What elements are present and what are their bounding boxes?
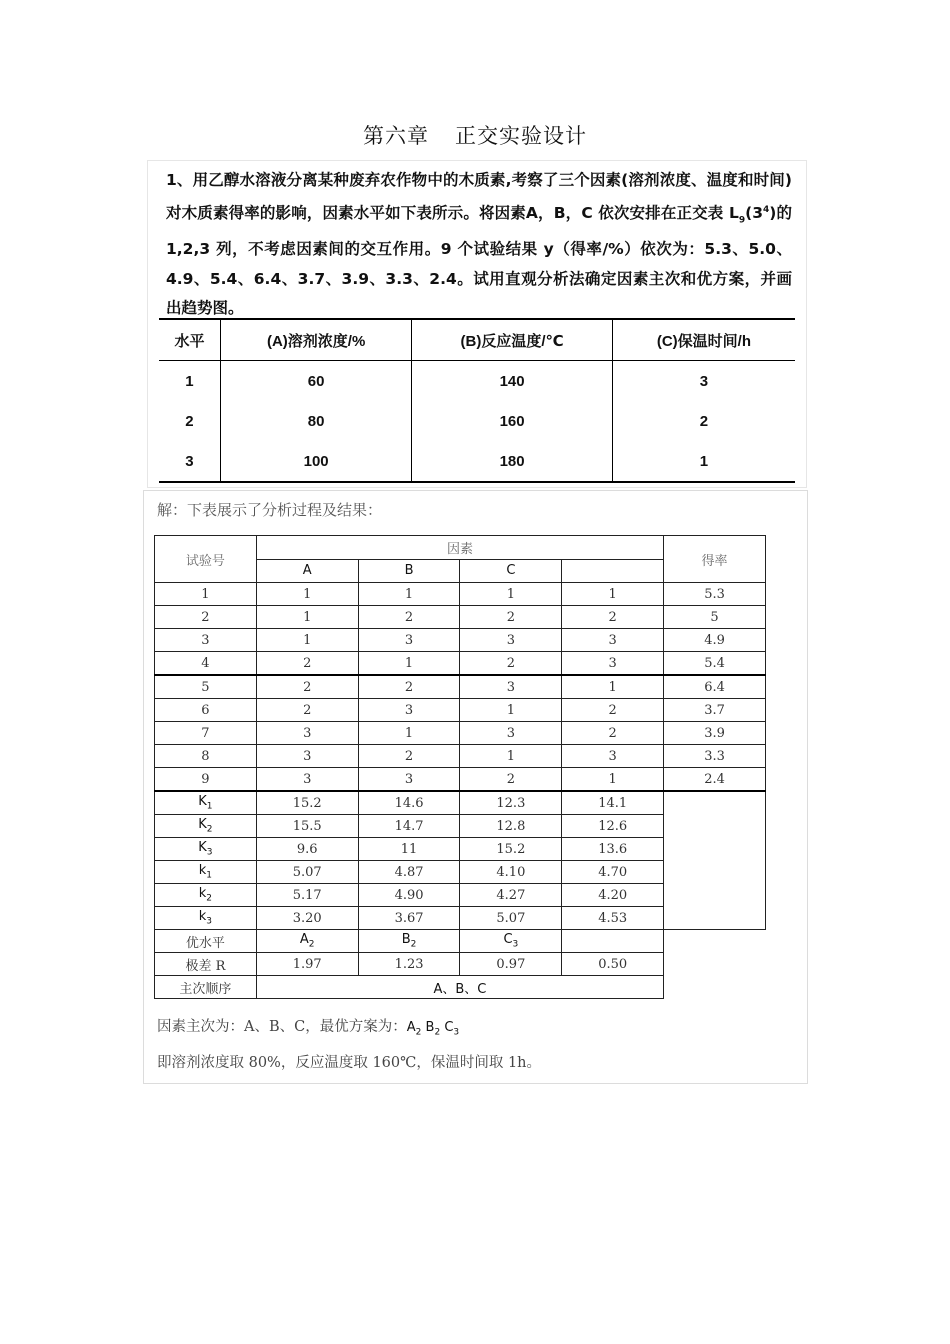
analysis-table bbox=[154, 535, 766, 999]
stat-cell: 15.5 bbox=[256, 815, 358, 838]
stat-cell: 14.6 bbox=[358, 791, 460, 815]
yield-cell: 3.9 bbox=[664, 722, 766, 745]
optimal-level-cell: $A_2$ bbox=[256, 930, 358, 953]
conclusion-factors: 因素主次为：A、B、C，最优方案为：$A_2$ $B_2$ $C_3$ bbox=[157, 1019, 460, 1038]
stat-cell: 13.6 bbox=[562, 838, 664, 861]
range-cell: 0.97 bbox=[460, 953, 562, 976]
analysis-header-row bbox=[155, 536, 766, 560]
trial-number-cell: 6 bbox=[155, 699, 257, 722]
level-cell: 2 bbox=[562, 722, 664, 745]
level-cell: 3 bbox=[256, 745, 358, 768]
yield-cell: 3.3 bbox=[664, 745, 766, 768]
level-cell: 1 bbox=[256, 606, 358, 629]
stat-cell: 15.2 bbox=[256, 791, 358, 815]
page-title bbox=[0, 120, 950, 150]
factor-col-header: C bbox=[460, 559, 562, 583]
level-cell: 1 bbox=[562, 768, 664, 792]
yield-cell: 5 bbox=[664, 606, 766, 629]
level-cell: 1 bbox=[358, 652, 460, 676]
level-cell: 1 bbox=[256, 583, 358, 606]
optimal-level-cell: $B_2$ bbox=[358, 930, 460, 953]
level-cell: 3 bbox=[562, 745, 664, 768]
stat-cell: 12.8 bbox=[460, 815, 562, 838]
level-cell: 3 bbox=[256, 722, 358, 745]
order-row bbox=[155, 976, 766, 999]
stat-cell: 4.53 bbox=[562, 907, 664, 930]
chapter-number: 第六章 bbox=[363, 124, 429, 148]
levels-cell: 1 bbox=[185, 372, 194, 390]
level-cell: 1 bbox=[460, 745, 562, 768]
trial-number-cell: 7 bbox=[155, 722, 257, 745]
optimal-level-cell: $C_3$ bbox=[460, 930, 562, 953]
trial-row bbox=[155, 583, 766, 606]
yield-header: 得率 bbox=[664, 536, 766, 583]
level-cell: 3 bbox=[562, 629, 664, 652]
level-cell: 1 bbox=[460, 583, 562, 606]
level-cell: 3 bbox=[562, 652, 664, 676]
stat-cell: 4.87 bbox=[358, 861, 460, 884]
level-cell: 1 bbox=[358, 583, 460, 606]
levels-header-cell: 水平 bbox=[159, 319, 220, 361]
factor-levels-table bbox=[159, 318, 795, 483]
level-cell: 2 bbox=[256, 675, 358, 699]
trial-row bbox=[155, 722, 766, 745]
levels-header-cell: (A)溶剂浓度/% bbox=[220, 319, 411, 361]
stat-cell: 15.2 bbox=[460, 838, 562, 861]
order-label: 主次顺序 bbox=[155, 976, 257, 999]
stat-label: $K_1$ bbox=[155, 791, 257, 815]
stat-label: $K_2$ bbox=[155, 815, 257, 838]
chapter-name: 正交实验设计 bbox=[455, 124, 587, 148]
stat-cell: 4.27 bbox=[460, 884, 562, 907]
levels-cell: 2 bbox=[185, 412, 194, 430]
level-cell: 2 bbox=[460, 768, 562, 792]
level-cell: 3 bbox=[460, 629, 562, 652]
levels-cell: 3 bbox=[159, 441, 220, 482]
trial-row bbox=[155, 745, 766, 768]
stat-label: $k_1$ bbox=[155, 861, 257, 884]
level-cell: 3 bbox=[358, 768, 460, 792]
level-cell: 3 bbox=[460, 675, 562, 699]
stat-cell: 3.67 bbox=[358, 907, 460, 930]
range-cell: 0.50 bbox=[562, 953, 664, 976]
stat-cell: 5.07 bbox=[256, 861, 358, 884]
level-cell: 2 bbox=[256, 699, 358, 722]
yield-cell: 5.3 bbox=[664, 583, 766, 606]
level-cell: 2 bbox=[562, 606, 664, 629]
stat-label: $k_3$ bbox=[155, 907, 257, 930]
level-cell: 3 bbox=[256, 768, 358, 792]
level-cell: 2 bbox=[256, 652, 358, 676]
range-row bbox=[155, 953, 766, 976]
stat-row bbox=[155, 791, 766, 815]
levels-row bbox=[159, 361, 795, 402]
yield-cell: 3.7 bbox=[664, 699, 766, 722]
range-cell: 1.23 bbox=[358, 953, 460, 976]
yield-cell: 2.4 bbox=[664, 768, 766, 792]
level-cell: 1 bbox=[358, 722, 460, 745]
levels-header-row bbox=[159, 319, 795, 361]
problem-statement: 1、用乙醇水溶液分离某种废弃农作物中的木质素,考察了三个因素(溶剂浓度、温度和时间)对木质素得率的影响，因素水平如下表所示。将因素A，B，C 依次安排在正交表 $L_9(3^4)$的 1,2,3 列，不考虑因素间的交互作用。9 个试验结果 y（得率/%）依次为：5.3、5.0、4.9、5.4、6.4、3.7、3.9、3.3、2.4。试用直观分析法确定因素主次和优方案，并画出趋势图。 bbox=[166, 171, 792, 318]
trial-number-cell: 5 bbox=[155, 675, 257, 699]
trial-row bbox=[155, 699, 766, 722]
levels-cell: 100 bbox=[220, 441, 411, 482]
trial-number-cell: 4 bbox=[155, 652, 257, 676]
yield-cell: 5.4 bbox=[664, 652, 766, 676]
trial-row bbox=[155, 606, 766, 629]
level-cell: 3 bbox=[460, 722, 562, 745]
empty-yield-area bbox=[664, 791, 766, 930]
levels-cell: 1 bbox=[612, 441, 795, 482]
level-cell: 1 bbox=[562, 583, 664, 606]
levels-row bbox=[159, 401, 795, 441]
levels-cell: 3 bbox=[612, 361, 795, 402]
trial-row bbox=[155, 675, 766, 699]
trial-header: 试验号 bbox=[155, 536, 257, 583]
optimal-level-label: 优水平 bbox=[155, 930, 257, 953]
solution-intro: 解：下表展示了分析过程及结果： bbox=[157, 501, 383, 519]
trial-number-cell: 8 bbox=[155, 745, 257, 768]
range-cell: 1.97 bbox=[256, 953, 358, 976]
yield-cell: 6.4 bbox=[664, 675, 766, 699]
stat-label: $k_2$ bbox=[155, 884, 257, 907]
stat-cell: 9.6 bbox=[256, 838, 358, 861]
trial-row bbox=[155, 629, 766, 652]
levels-header-cell: (B)反应温度/℃ bbox=[412, 319, 613, 361]
trial-row bbox=[155, 652, 766, 676]
trial-number-cell: 2 bbox=[155, 606, 257, 629]
factor-col-header: A bbox=[256, 559, 358, 583]
stat-cell: 3.20 bbox=[256, 907, 358, 930]
level-cell: 2 bbox=[460, 652, 562, 676]
level-cell: 2 bbox=[460, 606, 562, 629]
trial-number-cell: 9 bbox=[155, 768, 257, 792]
factor-col-header bbox=[562, 559, 664, 583]
factor-header: 因素 bbox=[256, 536, 663, 560]
trial-row bbox=[155, 768, 766, 792]
trial-number-cell: 1 bbox=[155, 583, 257, 606]
stat-cell: 4.70 bbox=[562, 861, 664, 884]
levels-cell: 80 bbox=[220, 401, 411, 441]
optimal-level-row bbox=[155, 930, 766, 953]
stat-cell: 12.6 bbox=[562, 815, 664, 838]
levels-cell: 60 bbox=[220, 361, 411, 402]
level-cell: 3 bbox=[358, 699, 460, 722]
levels-row bbox=[159, 441, 795, 482]
levels-cell: 2 bbox=[612, 401, 795, 441]
levels-cell: 160 bbox=[412, 401, 613, 441]
stat-cell: 11 bbox=[358, 838, 460, 861]
stat-cell: 4.20 bbox=[562, 884, 664, 907]
stat-cell: 14.1 bbox=[562, 791, 664, 815]
optimal-level-cell bbox=[562, 930, 664, 953]
stat-cell: 12.3 bbox=[460, 791, 562, 815]
stat-label: $K_3$ bbox=[155, 838, 257, 861]
stat-cell: 5.17 bbox=[256, 884, 358, 907]
level-cell: 1 bbox=[460, 699, 562, 722]
level-cell: 2 bbox=[358, 745, 460, 768]
levels-cell: 180 bbox=[412, 441, 613, 482]
level-cell: 2 bbox=[562, 699, 664, 722]
level-cell: 1 bbox=[256, 629, 358, 652]
stat-cell: 5.07 bbox=[460, 907, 562, 930]
level-cell: 1 bbox=[562, 675, 664, 699]
conclusion-parameters: 即溶剂浓度取 80%，反应温度取 160℃，保温时间取 1h。 bbox=[157, 1055, 542, 1071]
stat-cell: 4.10 bbox=[460, 861, 562, 884]
level-cell: 3 bbox=[358, 629, 460, 652]
range-label: 极差 R bbox=[155, 953, 257, 976]
level-cell: 2 bbox=[358, 606, 460, 629]
stat-cell: 4.90 bbox=[358, 884, 460, 907]
levels-header-cell: (C)保温时间/h bbox=[612, 319, 795, 361]
stat-cell: 14.7 bbox=[358, 815, 460, 838]
order-value: A、B、C bbox=[256, 976, 663, 999]
factor-col-header: B bbox=[358, 559, 460, 583]
levels-cell: 140 bbox=[412, 361, 613, 402]
level-cell: 2 bbox=[358, 675, 460, 699]
trial-number-cell: 3 bbox=[155, 629, 257, 652]
yield-cell: 4.9 bbox=[664, 629, 766, 652]
